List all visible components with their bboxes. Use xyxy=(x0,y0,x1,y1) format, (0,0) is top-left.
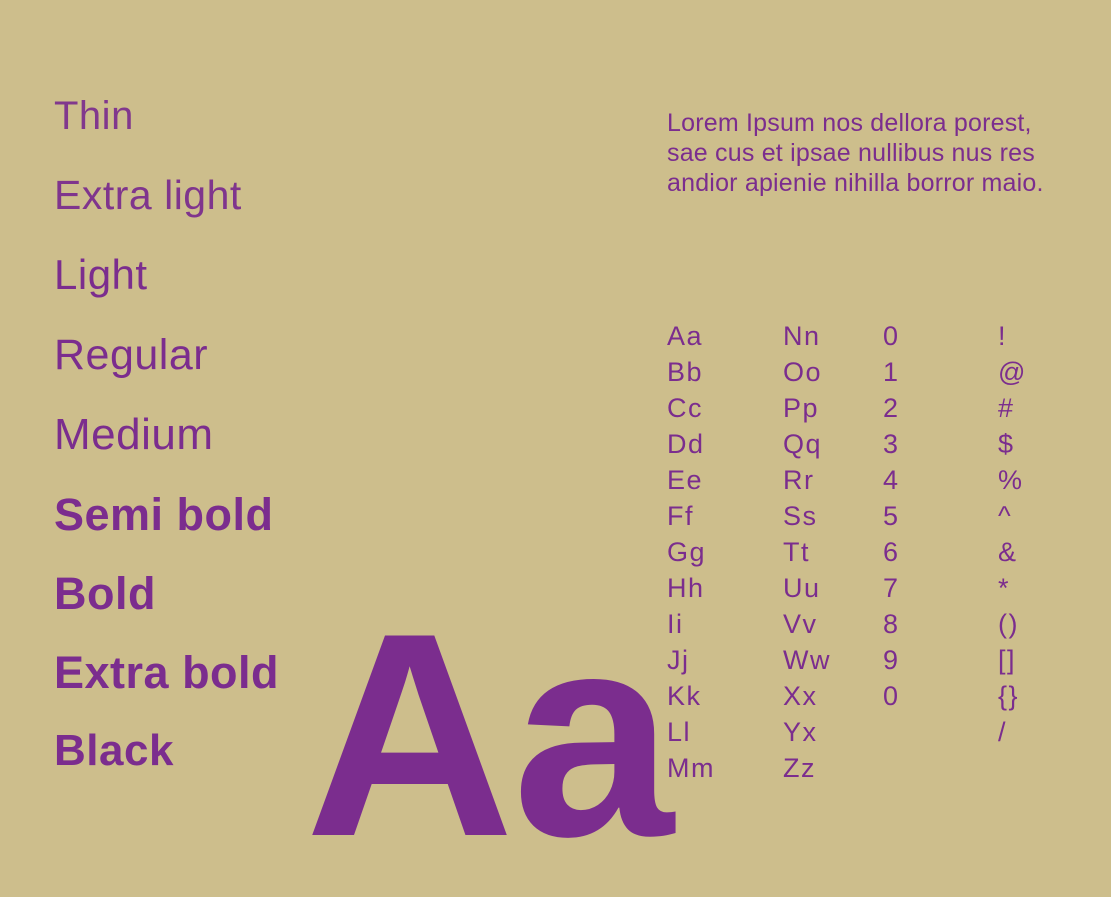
glyph-cell: 5 xyxy=(883,501,900,531)
glyph-cell: 9 xyxy=(883,645,900,675)
glyph-cell: Ii xyxy=(667,609,684,639)
glyph-cell: Oo xyxy=(783,357,823,387)
glyph-column-letters-a-m xyxy=(667,318,783,786)
glyph-cell: Kk xyxy=(667,681,702,711)
glyph-column-letters-n-z xyxy=(783,318,883,786)
glyph-cell: 3 xyxy=(883,429,900,459)
glyph-cell: 7 xyxy=(883,573,900,603)
glyph-cell: @ xyxy=(998,357,1027,387)
weight-sample-bold: Bold xyxy=(54,568,156,619)
glyph-cell: 8 xyxy=(883,609,900,639)
glyph-cell: Qq xyxy=(783,429,823,459)
glyph-cell: 6 xyxy=(883,537,900,567)
glyph-cell: Jj xyxy=(667,645,690,675)
glyph-cell: Ww xyxy=(783,645,831,675)
glyph-cell: Yx xyxy=(783,717,818,747)
weight-sample-semi-bold: Semi bold xyxy=(54,489,274,540)
glyph-cell: & xyxy=(998,537,1018,567)
glyph-cell: Bb xyxy=(667,357,704,387)
glyph-cell: Nn xyxy=(783,321,821,351)
weight-sample-regular: Regular xyxy=(54,331,209,379)
sample-paragraph: Lorem Ipsum nos dellora porest, sae cus et ipsae nullibus nus res andior apienie nihilla borror maio. xyxy=(667,109,1044,197)
character-set-grid xyxy=(667,318,1078,786)
glyph-cell: [] xyxy=(998,645,1017,675)
glyph-cell: 4 xyxy=(883,465,900,495)
glyph-cell xyxy=(883,714,998,750)
glyph-cell: ^ xyxy=(998,501,1013,531)
weight-sample-medium: Medium xyxy=(54,410,214,459)
glyph-column-symbols xyxy=(998,318,1078,786)
glyph-cell: Hh xyxy=(667,573,705,603)
glyph-cell xyxy=(998,750,1078,786)
glyph-cell: ! xyxy=(998,321,1008,351)
glyph-cell: Ll xyxy=(667,717,692,747)
glyph-cell: / xyxy=(998,717,1008,747)
weight-sample-extra-light: Extra light xyxy=(54,172,242,218)
glyph-cell: Pp xyxy=(783,393,820,423)
weight-sample-extra-bold: Extra bold xyxy=(54,647,280,698)
glyph-cell: Ee xyxy=(667,465,704,495)
weight-sample-black: Black xyxy=(54,726,174,775)
weight-sample-thin: Thin xyxy=(54,94,134,138)
glyph-cell: 0 xyxy=(883,321,900,351)
glyph-cell: 2 xyxy=(883,393,900,423)
glyph-cell: Aa xyxy=(667,321,704,351)
glyph-cell: Tt xyxy=(783,537,810,567)
glyph-cell: % xyxy=(998,465,1024,495)
glyph-cell: Ss xyxy=(783,501,818,531)
glyph-cell: # xyxy=(998,393,1015,423)
glyph-cell: () xyxy=(998,609,1019,639)
glyph-cell: Xx xyxy=(783,681,818,711)
glyph-cell: Dd xyxy=(667,429,705,459)
glyph-cell: Rr xyxy=(783,465,815,495)
glyph-cell: 1 xyxy=(883,357,900,387)
glyph-cell: * xyxy=(998,573,1011,603)
glyph-cell: Ff xyxy=(667,501,694,531)
glyph-cell: Gg xyxy=(667,537,707,567)
glyph-cell: Cc xyxy=(667,393,703,423)
glyph-cell: Vv xyxy=(783,609,818,639)
glyph-cell: {} xyxy=(998,681,1020,711)
glyph-cell: Mm xyxy=(667,753,715,783)
glyph-column-numerals xyxy=(883,318,998,786)
glyph-cell: Uu xyxy=(783,573,821,603)
showcase-glyph-aa: Aa xyxy=(305,573,672,897)
glyph-cell: 0 xyxy=(883,681,900,711)
glyph-cell xyxy=(883,750,998,786)
glyph-cell: Zz xyxy=(783,753,816,783)
weight-sample-light: Light xyxy=(54,251,148,298)
glyph-cell: $ xyxy=(998,429,1015,459)
